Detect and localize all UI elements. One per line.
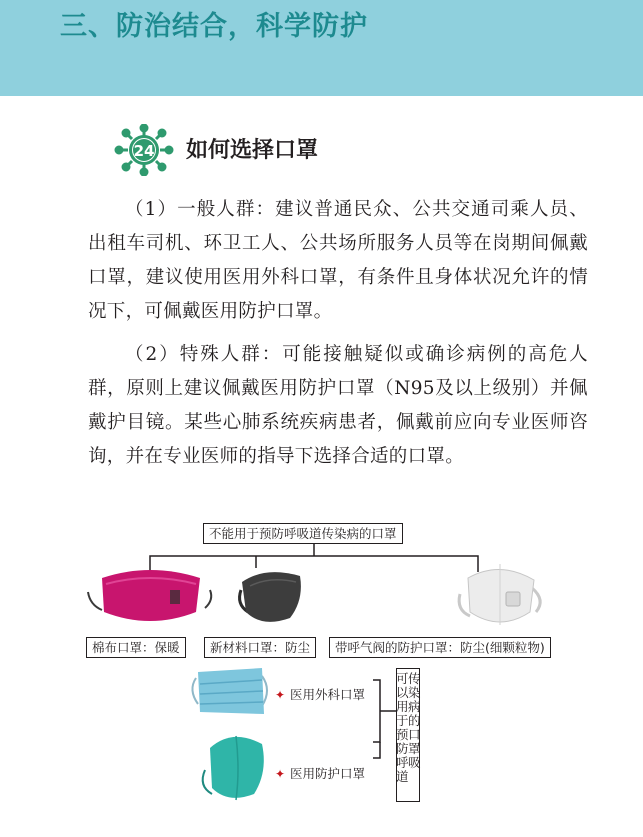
cotton-mask-label: 棉布口罩：保暖 <box>86 637 186 658</box>
caption-char: 于 <box>396 713 409 728</box>
not-usable-masks-title: 不能用于预防呼吸道传染病的口罩 <box>203 523 403 544</box>
pink-cloth-mask-icon <box>88 570 211 621</box>
usable-masks-caption <box>396 668 420 802</box>
caption-char: 口 <box>408 727 421 742</box>
caption-char: 染 <box>408 685 421 700</box>
caption-char: 防 <box>396 741 409 756</box>
caption-char: 病 <box>408 699 421 714</box>
diamond-bullet-icon: ✦ <box>275 767 286 781</box>
paragraph-general-population: （1）一般人群：建议普通民众、公共交通司乘人员、出租车司机、环卫工人、公共场所服务人员等在岗期间佩戴口罩，建议使用医用外科口罩，有条件且身体状况允许的情况下，可佩戴医用防护口罩。 <box>88 199 588 322</box>
section-title: 如何选择口罩 <box>186 138 319 163</box>
valve-mask-label: 带呼气阀的防护口罩：防尘(细颗粒物) <box>329 637 551 658</box>
caption-char: 道 <box>396 769 409 784</box>
new-material-mask-label: 新材料口罩：防尘 <box>204 637 316 658</box>
caption-char: 吸 <box>408 755 421 770</box>
caption-char: 用 <box>396 699 409 714</box>
caption-char: 传 <box>408 671 421 686</box>
caption-char: 罩 <box>408 741 421 756</box>
chapter-title: 三、防治结合，科学防护 <box>60 11 368 42</box>
diamond-bullet-icon: ✦ <box>275 688 286 702</box>
surgical-mask-label: 医用外科口罩 <box>290 687 366 702</box>
n95-mask-icon <box>203 736 264 800</box>
caption-char: 的 <box>408 713 421 728</box>
n95-mask-label: 医用防护口罩 <box>290 766 366 781</box>
caption-char: 可 <box>396 671 409 686</box>
section-number: 24 <box>133 142 155 160</box>
caption-char: 预 <box>396 727 409 742</box>
paragraph-special-population: （2）特殊人群：可能接触疑似或确诊病例的高危人群，原则上建议佩戴医用防护口罩（N95及以上级别）并佩戴护目镜。某些心肺系统疾病患者，佩戴前应向专业医师咨询，并在专业医师的指导下选择合适的口罩。 <box>88 344 588 467</box>
caption-char: 以 <box>396 685 409 700</box>
surgical-mask-icon <box>192 668 267 714</box>
white-valve-mask-icon <box>459 564 540 625</box>
black-sponge-mask-icon <box>240 572 301 622</box>
caption-char: 呼 <box>396 755 409 770</box>
